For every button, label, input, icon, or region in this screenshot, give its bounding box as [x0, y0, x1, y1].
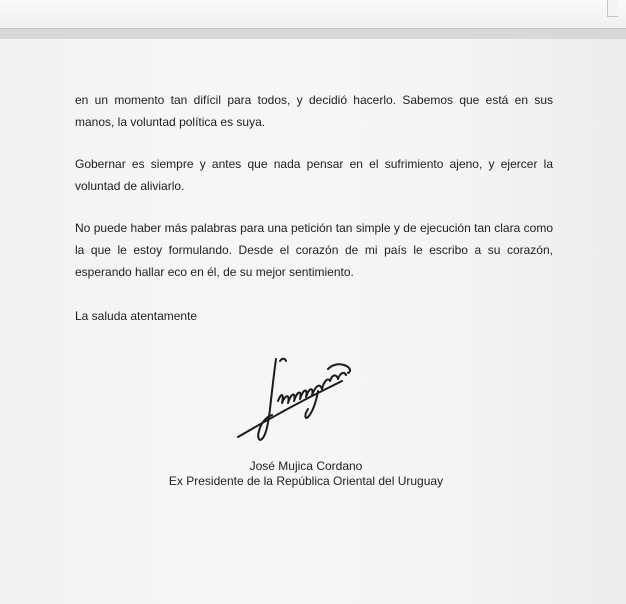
paragraph-3: No puede haber más palabras para una petición tan simple y de ejecución tan clara como la que le estoy formulando. Desde el corazón de mi país le escribo a su corazón, esperando hallar eco en él, de su mejor sentimiento.	[75, 221, 553, 279]
closing-salutation: La saluda atentamente	[75, 309, 198, 323]
signer-title: Ex Presidente de la República Oriental del Uruguay	[168, 474, 444, 488]
signer-name: José Mujica Cordano	[249, 459, 363, 473]
handwritten-signature	[232, 351, 362, 447]
page-gap	[0, 29, 626, 39]
scrollbar-corner	[607, 0, 618, 17]
paragraph-2: Gobernar es siempre y antes que nada pensar en el sufrimiento ajeno, y ejercer la voluntad de aliviarlo.	[75, 157, 553, 193]
paragraph-1: en un momento tan difícil para todos, y decidió hacerlo. Sabemos que está en sus manos, la voluntad política es suya.	[75, 93, 553, 129]
top-browser-strip	[0, 0, 626, 29]
letter-page	[0, 39, 626, 604]
